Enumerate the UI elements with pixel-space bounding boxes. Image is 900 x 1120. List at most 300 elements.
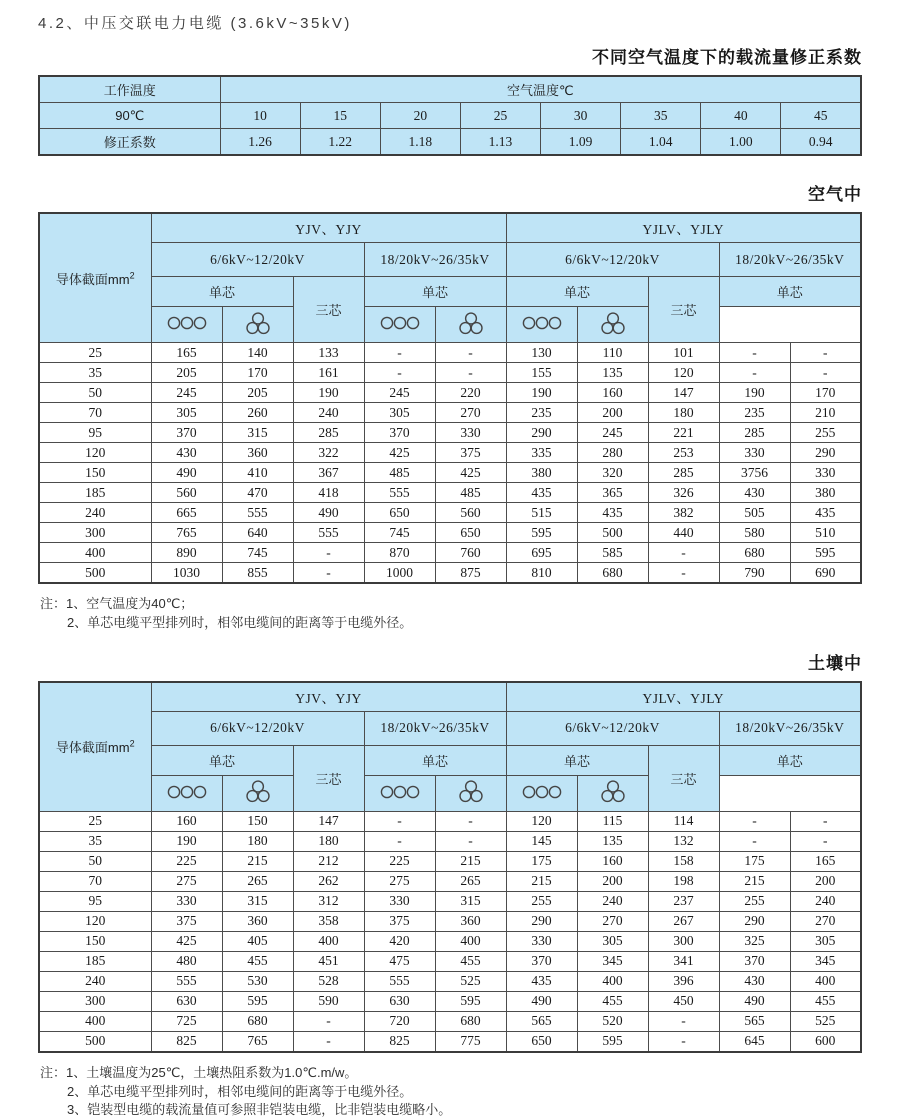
capacity-value-cell: 560 — [151, 483, 222, 503]
capacity-value-cell: 312 — [293, 891, 364, 911]
capacity-value-cell: 360 — [435, 911, 506, 931]
single-core-header: 单芯 — [151, 745, 293, 775]
table-row — [39, 423, 861, 443]
capacity-value-cell: - — [648, 543, 719, 563]
capacity-value-cell: 400 — [293, 931, 364, 951]
capacity-value-cell: - — [790, 811, 861, 831]
capacity-value-cell: 190 — [506, 383, 577, 403]
capacity-value-cell: 455 — [790, 991, 861, 1011]
table-row — [39, 851, 861, 871]
header-row-groups — [39, 682, 861, 712]
capacity-value-cell: - — [719, 831, 790, 851]
capacity-value-cell: 345 — [577, 951, 648, 971]
table-row — [39, 811, 861, 831]
flat-formation-icon — [166, 315, 208, 334]
capacity-value-cell: 290 — [719, 911, 790, 931]
capacity-value-cell: 330 — [151, 891, 222, 911]
capacity-value-cell: 565 — [506, 1011, 577, 1031]
voltage-header-low: 6/6kV~12/20kV — [506, 711, 719, 745]
capacity-value-cell: 380 — [790, 483, 861, 503]
page-title: 4.2、中压交联电力电缆 (3.6kV~35kV) — [38, 15, 352, 32]
capacity-value-cell: 595 — [506, 523, 577, 543]
capacity-value-cell: 630 — [151, 991, 222, 1011]
voltage-header-low: 6/6kV~12/20kV — [151, 711, 364, 745]
capacity-value-cell: 435 — [790, 503, 861, 523]
single-core-header: 单芯 — [364, 277, 506, 307]
capacity-value-cell: 580 — [719, 523, 790, 543]
voltage-header-high: 18/20kV~26/35kV — [364, 711, 506, 745]
capacity-value-cell: - — [648, 1011, 719, 1031]
formation-header — [151, 775, 222, 811]
conductor-size-cell: 500 — [39, 563, 151, 584]
capacity-value-cell: 360 — [222, 443, 293, 463]
capacity-value-cell: 645 — [719, 1031, 790, 1052]
capacity-value-cell: 140 — [222, 343, 293, 363]
table-row — [39, 129, 861, 156]
capacity-value-cell: 170 — [790, 383, 861, 403]
capacity-table-body — [39, 343, 861, 584]
table-row — [39, 503, 861, 523]
capacity-value-cell: 330 — [506, 931, 577, 951]
formation-header — [435, 775, 506, 811]
table-row — [39, 991, 861, 1011]
header-row-formations — [39, 307, 861, 343]
capacity-value-cell: 555 — [222, 503, 293, 523]
conductor-size-cell: 240 — [39, 971, 151, 991]
header-row-cores — [39, 745, 861, 775]
capacity-value-cell: 475 — [364, 951, 435, 971]
capacity-value-cell: 114 — [648, 811, 719, 831]
air-temp-header: 空气温度℃ — [220, 76, 861, 103]
capacity-value-cell: 680 — [435, 1011, 506, 1031]
air-temp-value-cell: 40 — [701, 103, 781, 129]
capacity-value-cell: 205 — [151, 363, 222, 383]
capacity-value-cell: - — [435, 811, 506, 831]
capacity-value-cell: 265 — [435, 871, 506, 891]
capacity-table — [38, 212, 862, 584]
capacity-value-cell: 490 — [719, 991, 790, 1011]
capacity-value-cell: 190 — [293, 383, 364, 403]
flat-formation-icon — [166, 784, 208, 803]
conductor-size-cell: 70 — [39, 403, 151, 423]
capacity-value-cell: 270 — [435, 403, 506, 423]
conductor-size-cell: 25 — [39, 811, 151, 831]
capacity-value-cell: 325 — [719, 931, 790, 951]
voltage-header-high: 18/20kV~26/35kV — [719, 711, 861, 745]
capacity-value-cell: 245 — [577, 423, 648, 443]
section-label-soil: 土壤中 — [808, 653, 862, 673]
capacity-value-cell: 425 — [364, 443, 435, 463]
capacity-value-cell: 400 — [790, 971, 861, 991]
capacity-value-cell: 595 — [790, 543, 861, 563]
single-core-header: 单芯 — [506, 277, 648, 307]
capacity-value-cell: 650 — [506, 1031, 577, 1052]
table-row — [39, 871, 861, 891]
capacity-value-cell: 215 — [719, 871, 790, 891]
table-row — [39, 523, 861, 543]
table-row — [39, 563, 861, 584]
correction-factor-cell: 1.04 — [621, 129, 701, 156]
capacity-value-cell: 245 — [364, 383, 435, 403]
single-core-header: 单芯 — [151, 277, 293, 307]
conductor-size-cell: 500 — [39, 1031, 151, 1052]
conductor-size-cell: 300 — [39, 523, 151, 543]
table-row — [39, 891, 861, 911]
capacity-value-cell: 262 — [293, 871, 364, 891]
table-row — [39, 951, 861, 971]
capacity-value-cell: 418 — [293, 483, 364, 503]
capacity-value-cell: 3756 — [719, 463, 790, 483]
flat-formation-icon — [521, 315, 563, 334]
capacity-value-cell: 212 — [293, 851, 364, 871]
capacity-value-cell: 450 — [648, 991, 719, 1011]
capacity-value-cell: 235 — [506, 403, 577, 423]
trefoil-formation-icon — [245, 312, 271, 338]
capacity-value-cell: 320 — [577, 463, 648, 483]
capacity-table-body — [39, 811, 861, 1052]
capacity-value-cell: 451 — [293, 951, 364, 971]
table-row — [39, 483, 861, 503]
capacity-value-cell: 375 — [364, 911, 435, 931]
capacity-value-cell: 875 — [435, 563, 506, 584]
capacity-value-cell: 565 — [719, 1011, 790, 1031]
capacity-value-cell: 555 — [364, 971, 435, 991]
capacity-value-cell: 180 — [293, 831, 364, 851]
capacity-value-cell: 555 — [151, 971, 222, 991]
air-capacity-table-slot — [38, 212, 862, 584]
single-core-header: 单芯 — [506, 745, 648, 775]
formation-header — [506, 775, 577, 811]
group-header-yjlv: YJLV、YJLY — [506, 682, 861, 712]
capacity-value-cell: 430 — [151, 443, 222, 463]
correction-factor-cell: 1.18 — [380, 129, 460, 156]
note-line: 3、铠装型电缆的载流量值可参照非铠装电缆，比非铠装电缆略小。 — [67, 1102, 452, 1118]
capacity-value-cell: 150 — [222, 811, 293, 831]
flat-formation-icon — [379, 784, 421, 803]
formation-header — [577, 307, 648, 343]
capacity-value-cell: 255 — [506, 891, 577, 911]
capacity-value-cell: 270 — [577, 911, 648, 931]
capacity-value-cell: - — [435, 831, 506, 851]
capacity-value-cell: 380 — [506, 463, 577, 483]
table-row — [39, 1011, 861, 1031]
conductor-section-header: 导体截面$mm^2$ — [39, 682, 151, 812]
capacity-value-cell: 133 — [293, 343, 364, 363]
capacity-value-cell: - — [293, 1011, 364, 1031]
formation-header — [222, 775, 293, 811]
air-notes — [40, 595, 862, 633]
capacity-value-cell: 430 — [719, 483, 790, 503]
capacity-value-cell: 470 — [222, 483, 293, 503]
capacity-value-cell: 455 — [222, 951, 293, 971]
capacity-value-cell: 1030 — [151, 563, 222, 584]
capacity-value-cell: 430 — [719, 971, 790, 991]
capacity-value-cell: 341 — [648, 951, 719, 971]
capacity-value-cell: 160 — [151, 811, 222, 831]
capacity-value-cell: - — [293, 543, 364, 563]
capacity-value-cell: 101 — [648, 343, 719, 363]
conductor-size-cell: 35 — [39, 831, 151, 851]
capacity-value-cell: 455 — [577, 991, 648, 1011]
capacity-value-cell: 175 — [506, 851, 577, 871]
capacity-value-cell: 305 — [577, 931, 648, 951]
table-row — [39, 1031, 861, 1052]
capacity-value-cell: 160 — [577, 851, 648, 871]
conductor-size-cell: 150 — [39, 931, 151, 951]
capacity-value-cell: 135 — [577, 831, 648, 851]
capacity-value-cell: 255 — [719, 891, 790, 911]
correction-factor-cell: 1.26 — [220, 129, 300, 156]
capacity-value-cell: 285 — [719, 423, 790, 443]
trefoil-formation-icon — [458, 780, 484, 806]
capacity-value-cell: 680 — [719, 543, 790, 563]
capacity-value-cell: 425 — [151, 931, 222, 951]
capacity-value-cell: 855 — [222, 563, 293, 584]
table-row — [39, 543, 861, 563]
correction-factor-cell: 1.22 — [300, 129, 380, 156]
capacity-value-cell: 640 — [222, 523, 293, 543]
formation-header — [222, 307, 293, 343]
conductor-size-cell: 185 — [39, 951, 151, 971]
correction-factor-cell: 1.00 — [701, 129, 781, 156]
capacity-value-cell: 595 — [435, 991, 506, 1011]
capacity-value-cell: 650 — [435, 523, 506, 543]
air-temp-value-cell: 30 — [541, 103, 621, 129]
group-header-yjlv: YJLV、YJLY — [506, 213, 861, 243]
capacity-value-cell: 825 — [364, 1031, 435, 1052]
capacity-value-cell: 400 — [577, 971, 648, 991]
capacity-value-cell: 525 — [790, 1011, 861, 1031]
capacity-value-cell: 270 — [790, 911, 861, 931]
group-header-yjv: YJV、YJY — [151, 213, 506, 243]
header-row-voltages — [39, 711, 861, 745]
formation-header — [364, 775, 435, 811]
capacity-value-cell: 410 — [222, 463, 293, 483]
capacity-value-cell: 215 — [435, 851, 506, 871]
header-row-formations — [39, 775, 861, 811]
capacity-value-cell: - — [364, 831, 435, 851]
note-line: 2、单芯电缆平型排列时，相邻电缆间的距离等于电缆外径。 — [67, 1083, 413, 1099]
capacity-value-cell: 155 — [506, 363, 577, 383]
capacity-value-cell: 245 — [151, 383, 222, 403]
table-row — [39, 463, 861, 483]
table-row — [39, 443, 861, 463]
capacity-value-cell: 585 — [577, 543, 648, 563]
capacity-value-cell: 765 — [151, 523, 222, 543]
factor-row-label: 修正系数 — [39, 129, 220, 156]
capacity-value-cell: 775 — [435, 1031, 506, 1052]
capacity-table — [38, 681, 862, 1053]
conductor-size-cell: 50 — [39, 383, 151, 403]
capacity-value-cell: 765 — [222, 1031, 293, 1052]
capacity-value-cell: 255 — [790, 423, 861, 443]
capacity-value-cell: - — [648, 563, 719, 584]
capacity-value-cell: 420 — [364, 931, 435, 951]
capacity-value-cell: 790 — [719, 563, 790, 584]
section-label-air: 空气中 — [808, 185, 862, 204]
capacity-value-cell: 190 — [151, 831, 222, 851]
capacity-value-cell: 690 — [790, 563, 861, 584]
capacity-value-cell: 520 — [577, 1011, 648, 1031]
capacity-value-cell: 135 — [577, 363, 648, 383]
soil-notes — [40, 1064, 862, 1120]
capacity-value-cell: 200 — [790, 871, 861, 891]
correction-factor-cell: 0.94 — [781, 129, 861, 156]
formation-header — [364, 307, 435, 343]
correction-factor-cell: 1.13 — [460, 129, 540, 156]
conductor-size-cell: 95 — [39, 423, 151, 443]
capacity-value-cell: 110 — [577, 343, 648, 363]
capacity-value-cell: 515 — [506, 503, 577, 523]
single-core-header: 单芯 — [364, 745, 506, 775]
capacity-value-cell: - — [719, 343, 790, 363]
capacity-value-cell: 600 — [790, 1031, 861, 1052]
capacity-value-cell: 235 — [719, 403, 790, 423]
capacity-value-cell: 370 — [506, 951, 577, 971]
conductor-size-cell: 300 — [39, 991, 151, 1011]
capacity-value-cell: 300 — [648, 931, 719, 951]
capacity-value-cell: - — [648, 1031, 719, 1052]
capacity-value-cell: 285 — [648, 463, 719, 483]
conductor-size-cell: 120 — [39, 443, 151, 463]
capacity-value-cell: 305 — [790, 931, 861, 951]
header-row-groups — [39, 213, 861, 243]
capacity-value-cell: 490 — [506, 991, 577, 1011]
capacity-value-cell: 326 — [648, 483, 719, 503]
capacity-value-cell: 265 — [222, 871, 293, 891]
capacity-value-cell: - — [435, 363, 506, 383]
note-line: 2、单芯电缆平型排列时，相邻电缆间的距离等于电缆外径。 — [67, 614, 413, 630]
capacity-value-cell: 240 — [577, 891, 648, 911]
capacity-value-cell: 650 — [364, 503, 435, 523]
soil-capacity-table-slot — [38, 681, 862, 1053]
capacity-value-cell: - — [790, 831, 861, 851]
capacity-value-cell: 720 — [364, 1011, 435, 1031]
capacity-value-cell: 253 — [648, 443, 719, 463]
formation-header — [506, 307, 577, 343]
capacity-value-cell: 367 — [293, 463, 364, 483]
capacity-value-cell: 745 — [222, 543, 293, 563]
capacity-value-cell: 530 — [222, 971, 293, 991]
capacity-value-cell: - — [719, 363, 790, 383]
formation-header — [151, 307, 222, 343]
capacity-value-cell: 485 — [435, 483, 506, 503]
capacity-value-cell: 147 — [648, 383, 719, 403]
capacity-value-cell: 490 — [151, 463, 222, 483]
capacity-value-cell: 158 — [648, 851, 719, 871]
capacity-value-cell: - — [293, 563, 364, 584]
capacity-value-cell: 480 — [151, 951, 222, 971]
capacity-value-cell: 175 — [719, 851, 790, 871]
capacity-value-cell: 890 — [151, 543, 222, 563]
capacity-value-cell: 505 — [719, 503, 790, 523]
capacity-value-cell: 400 — [435, 931, 506, 951]
capacity-value-cell: 680 — [222, 1011, 293, 1031]
capacity-value-cell: 215 — [222, 851, 293, 871]
capacity-value-cell: 225 — [364, 851, 435, 871]
capacity-value-cell: 760 — [435, 543, 506, 563]
formation-header — [577, 775, 648, 811]
capacity-value-cell: 725 — [151, 1011, 222, 1031]
table-row — [39, 931, 861, 951]
air-temp-value-cell: 45 — [781, 103, 861, 129]
single-core-header: 单芯 — [719, 277, 861, 307]
three-core-header: 三芯 — [293, 745, 364, 811]
capacity-value-cell: 275 — [364, 871, 435, 891]
work-temp-header: 工作温度 — [39, 76, 220, 103]
capacity-value-cell: 528 — [293, 971, 364, 991]
capacity-value-cell: - — [435, 343, 506, 363]
capacity-value-cell: 810 — [506, 563, 577, 584]
note-line: 注：1、空气温度为40℃； — [40, 596, 194, 611]
capacity-value-cell: 322 — [293, 443, 364, 463]
capacity-value-cell: 630 — [364, 991, 435, 1011]
capacity-value-cell: 240 — [790, 891, 861, 911]
capacity-value-cell: 161 — [293, 363, 364, 383]
capacity-value-cell: 170 — [222, 363, 293, 383]
single-core-header: 单芯 — [719, 745, 861, 775]
capacity-value-cell: 500 — [577, 523, 648, 543]
table-row — [39, 76, 861, 103]
three-core-header: 三芯 — [293, 277, 364, 343]
capacity-value-cell: 305 — [364, 403, 435, 423]
formation-header — [435, 307, 506, 343]
capacity-value-cell: 382 — [648, 503, 719, 523]
table-row — [39, 383, 861, 403]
conductor-size-cell: 400 — [39, 1011, 151, 1031]
capacity-value-cell: 205 — [222, 383, 293, 403]
capacity-value-cell: 315 — [435, 891, 506, 911]
table-row — [39, 831, 861, 851]
temp-row-label: 90℃ — [39, 103, 220, 129]
capacity-value-cell: 555 — [293, 523, 364, 543]
capacity-value-cell: 237 — [648, 891, 719, 911]
capacity-value-cell: 198 — [648, 871, 719, 891]
conductor-size-cell: 150 — [39, 463, 151, 483]
capacity-value-cell: 275 — [151, 871, 222, 891]
note-line: 注：1、土壤温度为25℃，土壤热阻系数为1.0℃.m/w。 — [40, 1064, 358, 1080]
capacity-value-cell: 200 — [577, 403, 648, 423]
capacity-value-cell: 330 — [790, 463, 861, 483]
table-row — [39, 971, 861, 991]
voltage-header-high: 18/20kV~26/35kV — [719, 243, 861, 277]
capacity-value-cell: - — [364, 811, 435, 831]
capacity-value-cell: 455 — [435, 951, 506, 971]
capacity-value-cell: 335 — [506, 443, 577, 463]
capacity-value-cell: 370 — [151, 423, 222, 443]
capacity-value-cell: 330 — [435, 423, 506, 443]
capacity-value-cell: 435 — [506, 971, 577, 991]
air-temp-value-cell: 20 — [380, 103, 460, 129]
capacity-value-cell: 200 — [577, 871, 648, 891]
capacity-value-cell: 130 — [506, 343, 577, 363]
conductor-size-cell: 120 — [39, 911, 151, 931]
capacity-value-cell: - — [293, 1031, 364, 1052]
capacity-value-cell: - — [790, 363, 861, 383]
capacity-value-cell: 560 — [435, 503, 506, 523]
capacity-value-cell: 120 — [506, 811, 577, 831]
capacity-value-cell: 375 — [435, 443, 506, 463]
three-core-header: 三芯 — [648, 277, 719, 343]
voltage-header-high: 18/20kV~26/35kV — [364, 243, 506, 277]
capacity-value-cell: 280 — [577, 443, 648, 463]
capacity-value-cell: 665 — [151, 503, 222, 523]
conductor-size-cell: 400 — [39, 543, 151, 563]
air-temp-value-cell: 10 — [220, 103, 300, 129]
correction-factor-table — [38, 75, 862, 156]
capacity-value-cell: 225 — [151, 851, 222, 871]
capacity-value-cell: 315 — [222, 423, 293, 443]
